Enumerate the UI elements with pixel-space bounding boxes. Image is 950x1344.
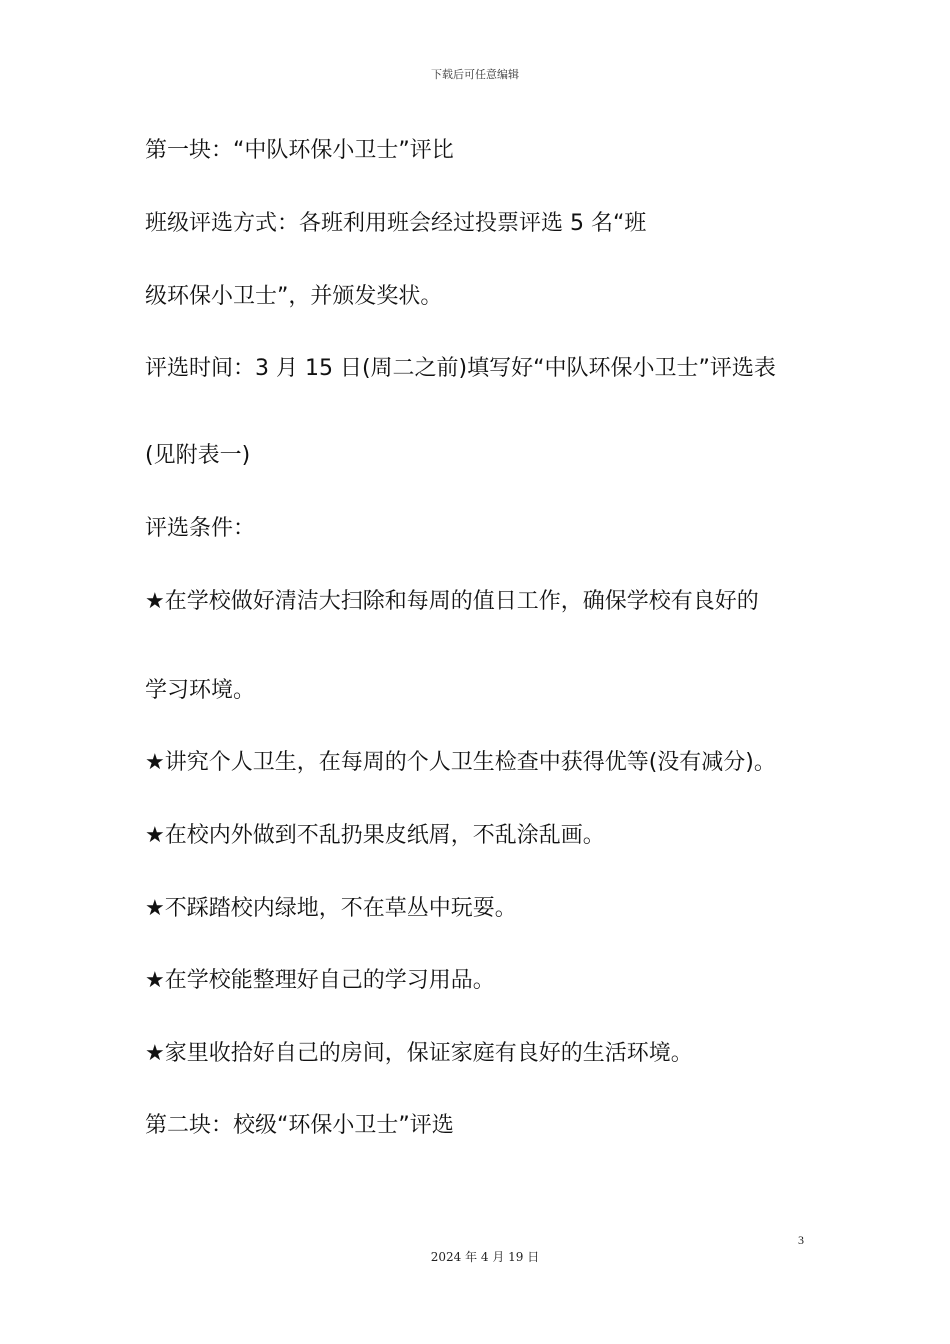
criteria-heading: 评选条件： [145, 516, 256, 541]
criteria-item-continued: 学习环境。 [145, 678, 256, 703]
paragraph-line: 级环保小卫士”，并颁发奖状。 [145, 284, 443, 309]
section-heading-2: 第二块：校级“环保小卫士”评选 [145, 1113, 454, 1138]
criteria-item: ★家里收拾好自己的房间，保证家庭有良好的生活环境。 [145, 1041, 693, 1066]
criteria-item: ★不踩踏校内绿地，不在草丛中玩耍。 [145, 896, 517, 921]
criteria-item: ★在校内外做到不乱扔果皮纸屑，不乱涂乱画。 [145, 823, 605, 848]
paragraph-line: 评选时间：3 月 15 日(周二之前)填写好“中队环保小卫士”评选表 [145, 356, 776, 381]
section-heading-1: 第一块：“中队环保小卫士”评比 [145, 138, 454, 163]
paragraph-line: (见附表一) [145, 443, 251, 468]
criteria-item: ★讲究个人卫生，在每周的个人卫生检查中获得优等(没有减分)。 [145, 750, 776, 775]
page-header: 下载后可任意编辑 [431, 68, 519, 81]
criteria-item: ★在学校能整理好自己的学习用品。 [145, 968, 495, 993]
criteria-item: ★在学校做好清洁大扫除和每周的值日工作，确保学校有良好的 [145, 589, 759, 614]
paragraph-line: 班级评选方式：各班利用班会经过投票评选 5 名“班 [145, 211, 647, 236]
page-footer-date: 2024 年 4 月 19 日 [430, 1250, 540, 1264]
page-number: 3 [798, 1233, 804, 1247]
